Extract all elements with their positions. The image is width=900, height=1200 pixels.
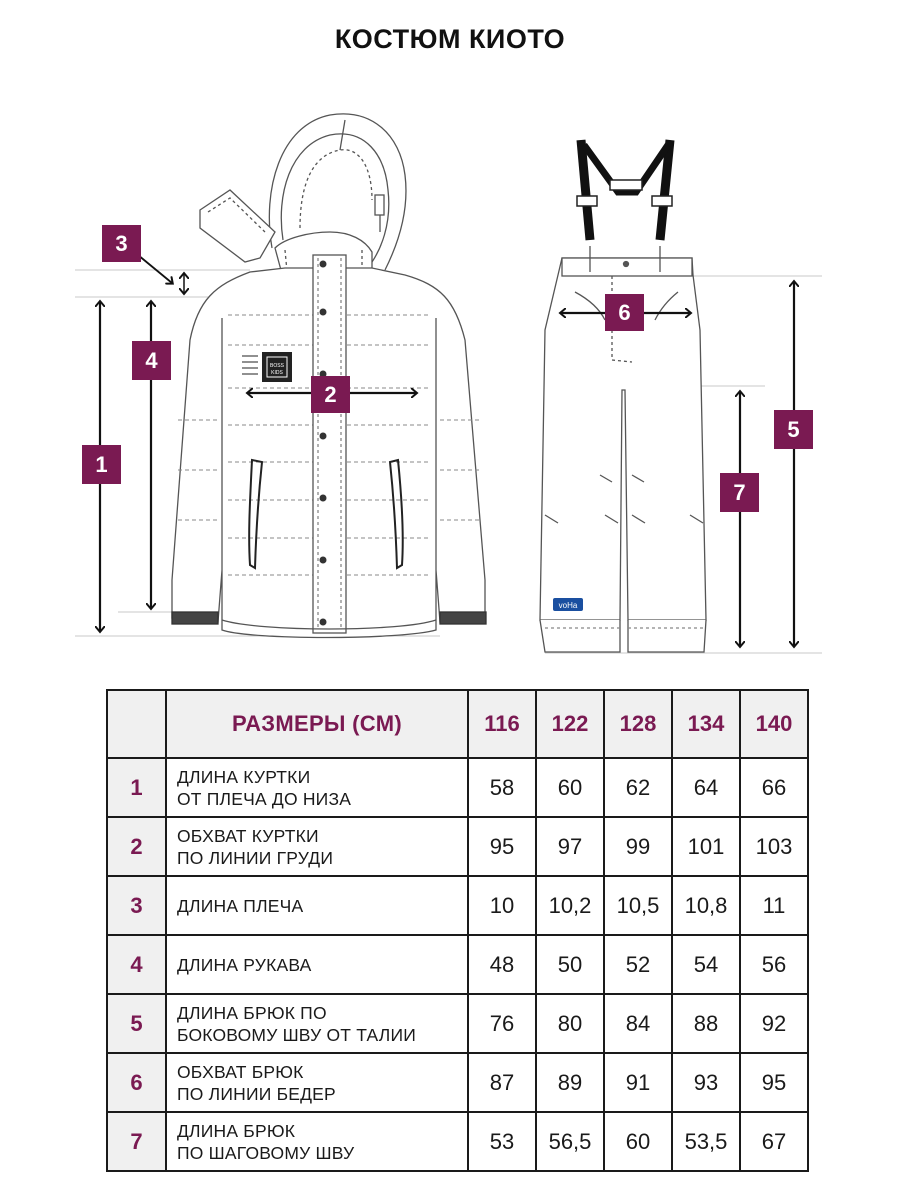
row-value: 62 (604, 758, 672, 817)
row-name-line: ДЛИНА КУРТКИ (177, 766, 311, 787)
table-row (107, 994, 808, 1053)
row-value: 53,5 (672, 1112, 740, 1171)
row-value: 10 (468, 876, 536, 935)
badge-text-bottom: KIDS (271, 370, 283, 376)
row-value: 56,5 (536, 1112, 604, 1171)
row-value: 101 (672, 817, 740, 876)
header-size: 140 (740, 690, 808, 758)
svg-text:6: 6 (618, 300, 631, 325)
marker-5 (774, 410, 813, 449)
svg-text:1: 1 (95, 452, 108, 477)
table-row (107, 1112, 808, 1171)
svg-text:7: 7 (733, 480, 746, 505)
row-value: 95 (740, 1053, 808, 1112)
row-value: 91 (604, 1053, 672, 1112)
svg-text:2: 2 (324, 382, 337, 407)
jacket-drawing (172, 114, 486, 638)
page-title: КОСТЮМ КИОТО (334, 24, 566, 54)
badge-text-top: BOSS (270, 363, 284, 369)
row-value: 87 (468, 1053, 536, 1112)
row-value: 95 (468, 817, 536, 876)
table-row (107, 817, 808, 876)
row-number: 7 (107, 1112, 166, 1171)
header-size: 122 (536, 690, 604, 758)
row-value: 103 (740, 817, 808, 876)
row-name (166, 994, 468, 1053)
row-name-line: ДЛИНА РУКАВА (177, 954, 312, 975)
pants-logo (553, 598, 583, 611)
row-value: 97 (536, 817, 604, 876)
row-name (166, 758, 468, 817)
row-number: 1 (107, 758, 166, 817)
row-value: 56 (740, 935, 808, 994)
table-row (107, 876, 808, 935)
row-value: 60 (536, 758, 604, 817)
row-value: 48 (468, 935, 536, 994)
row-value: 88 (672, 994, 740, 1053)
row-value: 10,8 (672, 876, 740, 935)
row-name-line: ПО ЛИНИИ БЕДЕР (177, 1083, 336, 1104)
svg-text:3: 3 (115, 231, 128, 256)
table-body (107, 758, 808, 1171)
header-size: 116 (468, 690, 536, 758)
row-name-line: ДЛИНА БРЮК ПО (177, 1002, 327, 1023)
row-number: 4 (107, 935, 166, 994)
marker-6 (605, 294, 644, 331)
row-name (166, 876, 468, 935)
table-header-row (107, 690, 808, 758)
table-row (107, 1053, 808, 1112)
header-empty-cell (107, 690, 166, 758)
marker-4 (132, 341, 171, 380)
row-value: 52 (604, 935, 672, 994)
marker-7 (720, 473, 759, 512)
row-value: 67 (740, 1112, 808, 1171)
row-value: 58 (468, 758, 536, 817)
row-value: 54 (672, 935, 740, 994)
pants-logo-text: voHa (558, 601, 578, 610)
row-value: 10,5 (604, 876, 672, 935)
row-name (166, 817, 468, 876)
row-number: 6 (107, 1053, 166, 1112)
row-value: 11 (740, 876, 808, 935)
row-value: 92 (740, 994, 808, 1053)
size-table (106, 689, 809, 1172)
row-name-line: ПО ШАГОВОМУ ШВУ (177, 1142, 355, 1163)
row-number: 2 (107, 817, 166, 876)
table-row (107, 758, 808, 817)
row-value: 93 (672, 1053, 740, 1112)
header-size: 128 (604, 690, 672, 758)
row-value: 99 (604, 817, 672, 876)
svg-text:5: 5 (787, 417, 800, 442)
row-value: 53 (468, 1112, 536, 1171)
row-value: 66 (740, 758, 808, 817)
row-value: 10,2 (536, 876, 604, 935)
row-number: 5 (107, 994, 166, 1053)
svg-text:4: 4 (145, 348, 158, 373)
header-size: 134 (672, 690, 740, 758)
marker-3 (102, 225, 141, 262)
row-name-line: ДЛИНА ПЛЕЧА (177, 895, 304, 916)
row-name-line: ОБХВАТ БРЮК (177, 1061, 304, 1082)
row-number: 3 (107, 876, 166, 935)
row-name (166, 935, 468, 994)
row-value: 50 (536, 935, 604, 994)
row-name-line: БОКОВОМУ ШВУ ОТ ТАЛИИ (177, 1024, 417, 1045)
row-name-line: ОТ ПЛЕЧА ДО НИЗА (177, 788, 352, 809)
row-value: 89 (536, 1053, 604, 1112)
row-value: 64 (672, 758, 740, 817)
row-value: 60 (604, 1112, 672, 1171)
row-value: 80 (536, 994, 604, 1053)
row-value: 76 (468, 994, 536, 1053)
row-name-line: ПО ЛИНИИ ГРУДИ (177, 847, 334, 868)
row-name (166, 1112, 468, 1171)
header-label: РАЗМЕРЫ (СМ) (166, 690, 468, 758)
table-row (107, 935, 808, 994)
row-value: 84 (604, 994, 672, 1053)
row-name (166, 1053, 468, 1112)
marker-1 (82, 445, 121, 484)
marker-2 (311, 376, 350, 413)
row-name-line: ДЛИНА БРЮК (177, 1120, 296, 1141)
row-name-line: ОБХВАТ КУРТКИ (177, 825, 319, 846)
